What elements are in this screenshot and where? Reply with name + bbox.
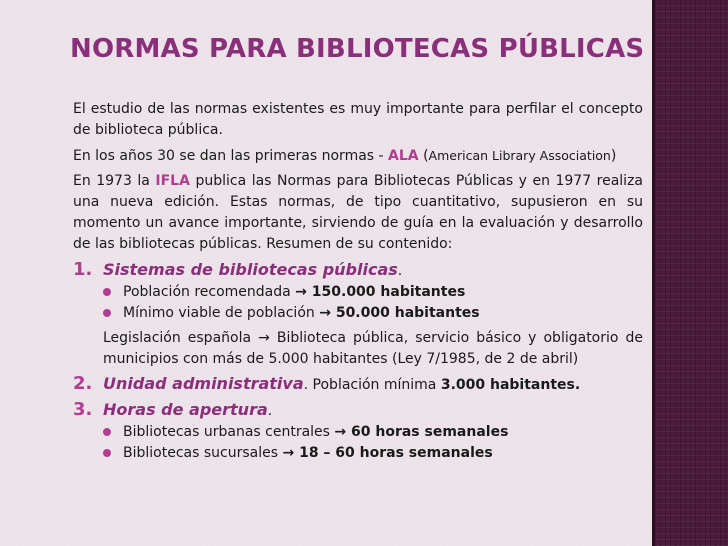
slide-title: NORMAS PARA BIBLIOTECAS PÚBLICAS bbox=[70, 34, 645, 64]
bullet-item bbox=[103, 443, 643, 464]
item-3-bullets bbox=[73, 422, 643, 464]
numbered-item-1 bbox=[73, 259, 643, 282]
ala-open: ( bbox=[418, 148, 429, 164]
numbered-item-2 bbox=[73, 373, 643, 396]
bullet-item bbox=[103, 303, 643, 324]
item-number: 3. bbox=[73, 399, 93, 420]
item-title: Sistemas de bibliotecas públicas bbox=[103, 260, 398, 279]
bullet-dot-icon bbox=[103, 428, 111, 436]
bullet-label: Bibliotecas urbanas centrales bbox=[123, 424, 335, 440]
item-1-bullets bbox=[73, 282, 643, 324]
ifla-prefix: En 1973 la bbox=[73, 173, 156, 189]
ala-close: ) bbox=[610, 148, 617, 164]
slide-content bbox=[73, 99, 643, 464]
ala-prefix: En los años 30 se dan las primeras normas - bbox=[73, 148, 389, 164]
ifla-acronym: IFLA bbox=[155, 173, 190, 189]
decorative-side-band bbox=[652, 0, 728, 546]
ala-paragraph bbox=[73, 145, 643, 167]
bullet-value: → 18 – 60 horas semanales bbox=[282, 445, 493, 461]
item-title: Horas de apertura bbox=[103, 400, 268, 419]
bullet-label: Bibliotecas sucursales bbox=[123, 445, 283, 461]
bullet-item bbox=[103, 282, 643, 303]
ifla-text: publica las Normas para Bibliotecas Públicas y en 1977 realiza una nueva edición. Estas normas, de tipo cuantitativo, supusieron en su momento un avance importante, sirviendo de guía en la evaluación y desarrollo de las bibliotecas públicas. Resumen de su contenido: bbox=[73, 173, 643, 252]
item-title-suffix: . bbox=[267, 403, 273, 419]
numbered-item-3 bbox=[73, 399, 643, 422]
bullet-value: → 60 horas semanales bbox=[334, 424, 509, 440]
item-number: 2. bbox=[73, 373, 93, 394]
legislation-note: Legislación española → Biblioteca pública, servicio básico y obligatorio de municipios con más de 5.000 habitantes (Ley 7/1985, de 2 de abril) bbox=[103, 330, 643, 367]
bullet-value: → 50.000 habitantes bbox=[319, 305, 480, 321]
ala-full-name: American Library Association bbox=[428, 148, 611, 163]
ala-acronym: ALA bbox=[388, 148, 419, 164]
bullet-item bbox=[103, 422, 643, 443]
item-title-suffix: . bbox=[397, 263, 403, 279]
bullet-dot-icon bbox=[103, 449, 111, 457]
item-value: 3.000 habitantes. bbox=[440, 377, 581, 393]
item-title: Unidad administrativa bbox=[103, 374, 304, 393]
item-title-suffix: . bbox=[303, 377, 309, 393]
item-number: 1. bbox=[73, 259, 93, 280]
ifla-paragraph bbox=[73, 171, 643, 255]
bullet-label: Mínimo viable de población bbox=[123, 305, 320, 321]
bullet-dot-icon bbox=[103, 288, 111, 296]
intro-paragraph: El estudio de las normas existentes es muy importante para perfilar el concepto de biblioteca pública. bbox=[73, 101, 643, 138]
bullet-value: → 150.000 habitantes bbox=[295, 284, 466, 300]
bullet-label: Población recomendada bbox=[123, 284, 296, 300]
bullet-dot-icon bbox=[103, 309, 111, 317]
item-text: Población mínima bbox=[308, 377, 441, 393]
